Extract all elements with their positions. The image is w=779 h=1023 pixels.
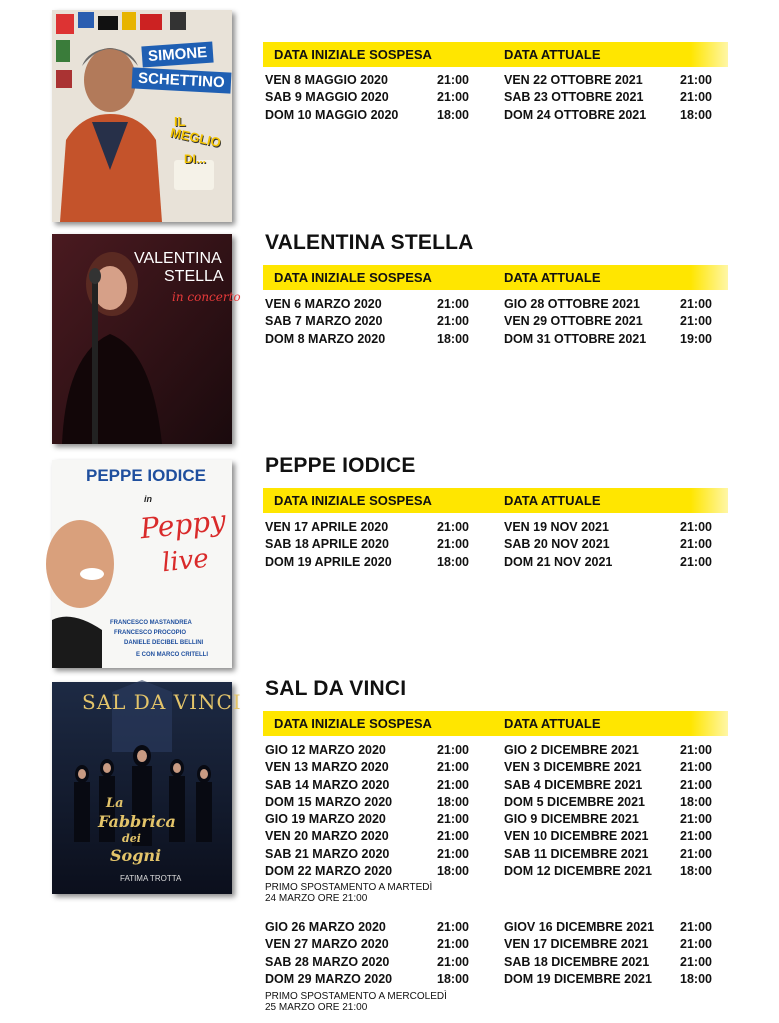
current-date: SAB 20 NOV 2021 [504, 537, 610, 552]
original-date: GIO 12 MARZO 2020 [265, 743, 386, 757]
poster-2-subtitle: in concerto [172, 290, 241, 304]
current-date: VEN 19 NOV 2021 [504, 520, 609, 534]
header-current: DATA ATTUALE [504, 47, 601, 62]
current-date: VEN 3 DICEMBRE 2021 [504, 760, 642, 775]
schedule-row [265, 920, 735, 937]
schedule-row [265, 864, 735, 881]
current-date: DOM 31 OTTOBRE 2021 [504, 331, 647, 346]
schedule-row [265, 332, 735, 349]
poster-3-title: PEPPE IODICE [86, 466, 206, 485]
original-date: DOM 8 MARZO 2020 [265, 331, 386, 346]
current-date: DOM 24 OTTOBRE 2021 [504, 107, 647, 122]
current-date: GIO 9 DICEMBRE 2021 [504, 812, 639, 827]
original-date: DOM 15 MARZO 2020 [265, 794, 393, 809]
current-time: 21:00 [680, 920, 712, 934]
current-time: 21:00 [680, 954, 712, 969]
poster-1-subtitle-line1: IL [174, 114, 186, 129]
schedule-row [265, 760, 735, 777]
schedule-row [265, 829, 735, 846]
current-time: 18:00 [680, 971, 712, 986]
original-time: 21:00 [437, 920, 469, 934]
schedule-row [265, 972, 735, 989]
original-date: SAB 18 APRILE 2020 [265, 537, 389, 552]
schedule-row [265, 743, 735, 760]
note-line: 25 MARZO ORE 21:00 [265, 1002, 368, 1013]
current-time: 21:00 [680, 537, 712, 552]
current-time: 21:00 [680, 90, 712, 105]
schedule-row [265, 108, 735, 125]
poster-1-name-line2: SCHETTINO [132, 67, 232, 93]
original-time: 18:00 [437, 971, 469, 986]
current-time: 21:00 [680, 73, 712, 87]
reschedule-note-1 [265, 882, 505, 904]
schedule-row [265, 520, 735, 537]
current-date: VEN 22 OTTOBRE 2021 [504, 73, 643, 87]
current-time: 21:00 [680, 554, 712, 569]
schedule-row [265, 937, 735, 954]
current-date: SAB 11 DICEMBRE 2021 [504, 846, 649, 861]
header-current: DATA ATTUALE [504, 716, 601, 731]
original-time: 21:00 [437, 73, 469, 87]
poster-3-cast-2: FRANCESCO PROCOPIO [114, 630, 187, 636]
schedule-row [265, 73, 735, 90]
header-original: DATA INIZIALE SOSPESA [274, 270, 432, 285]
poster-1-name-line1: SIMONE [141, 42, 213, 68]
original-date: GIO 19 MARZO 2020 [265, 812, 386, 827]
original-time: 21:00 [437, 829, 469, 844]
current-time: 21:00 [680, 314, 712, 329]
current-date: GIO 28 OTTOBRE 2021 [504, 297, 640, 311]
original-date: DOM 29 MARZO 2020 [265, 971, 393, 986]
header-current: DATA ATTUALE [504, 270, 601, 285]
original-time: 21:00 [437, 90, 469, 105]
original-time: 21:00 [437, 777, 469, 792]
original-time: 18:00 [437, 864, 469, 879]
section-title-valentina-stella: VALENTINA STELLA [265, 231, 474, 254]
schedule-row [265, 314, 735, 331]
poster-4-subtitle-3: dei [122, 832, 141, 845]
original-time: 21:00 [437, 760, 469, 775]
schedule-row [265, 90, 735, 107]
current-date: DOM 5 DICEMBRE 2021 [504, 794, 646, 809]
current-time: 21:00 [680, 760, 712, 775]
header-original: DATA INIZIALE SOSPESA [274, 47, 432, 62]
original-time: 21:00 [437, 743, 469, 757]
note-line: 24 MARZO ORE 21:00 [265, 893, 368, 904]
current-date: SAB 23 OTTOBRE 2021 [504, 90, 644, 105]
header-bar-3 [263, 488, 728, 513]
original-date: VEN 27 MARZO 2020 [265, 937, 389, 952]
schedule-row [265, 847, 735, 864]
original-date: DOM 19 APRILE 2020 [265, 554, 392, 569]
schedule-row [265, 537, 735, 554]
current-time: 21:00 [680, 846, 712, 861]
poster-3-in: in [144, 494, 152, 504]
original-time: 21:00 [437, 297, 469, 311]
current-time: 21:00 [680, 297, 712, 311]
schedule-row [265, 795, 735, 812]
poster-4-subtitle-1: La [106, 796, 124, 811]
header-bar-1 [263, 42, 728, 67]
current-time: 18:00 [680, 107, 712, 122]
current-date: DOM 12 DICEMBRE 2021 [504, 864, 652, 879]
section-title-sal-da-vinci: SAL DA VINCI [265, 677, 407, 700]
current-date: VEN 10 DICEMBRE 2021 [504, 829, 649, 844]
current-date: DOM 19 DICEMBRE 2021 [504, 971, 652, 986]
original-time: 18:00 [437, 331, 469, 346]
note-line: PRIMO SPOSTAMENTO A MERCOLEDÌ [265, 991, 447, 1002]
original-date: DOM 10 MAGGIO 2020 [265, 107, 399, 122]
original-time: 21:00 [437, 537, 469, 552]
original-date: VEN 6 MARZO 2020 [265, 297, 382, 311]
header-original: DATA INIZIALE SOSPESA [274, 493, 432, 508]
current-time: 21:00 [680, 743, 712, 757]
original-time: 21:00 [437, 937, 469, 952]
original-time: 18:00 [437, 107, 469, 122]
poster-4-subtitle-2: Fabbrica [98, 812, 176, 831]
current-time: 21:00 [680, 812, 712, 827]
poster-sal-da-vinci [52, 682, 242, 894]
current-time: 18:00 [680, 864, 712, 879]
original-date: GIO 26 MARZO 2020 [265, 920, 386, 934]
poster-1-subtitle-line2: MEGLIO [169, 124, 223, 151]
current-time: 21:00 [680, 937, 712, 952]
current-time: 21:00 [680, 520, 712, 534]
current-date: VEN 29 OTTOBRE 2021 [504, 314, 643, 329]
original-time: 21:00 [437, 812, 469, 827]
schedule-row [265, 778, 735, 795]
original-date: VEN 20 MARZO 2020 [265, 829, 389, 844]
schedule-rows-1 [265, 73, 735, 125]
poster-3-cast-3: DANIELE DECIBEL BELLINI [124, 640, 204, 646]
original-time: 21:00 [437, 954, 469, 969]
schedule-row [265, 955, 735, 972]
header-original: DATA INIZIALE SOSPESA [274, 716, 432, 731]
original-time: 21:00 [437, 846, 469, 861]
poster-3-script-line2: live [160, 543, 211, 579]
original-time: 18:00 [437, 794, 469, 809]
schedule-rows-4b [265, 920, 735, 989]
original-time: 18:00 [437, 554, 469, 569]
header-current: DATA ATTUALE [504, 493, 601, 508]
poster-4-featuring: FATIMA TROTTA [120, 874, 182, 883]
schedule-rows-4 [265, 743, 735, 881]
current-time: 18:00 [680, 794, 712, 809]
poster-simone-schettino [52, 10, 232, 222]
reschedule-note-2 [265, 991, 505, 1013]
current-date: DOM 21 NOV 2021 [504, 554, 613, 569]
poster-valentina-stella [52, 234, 241, 444]
poster-3-script-line1: Peppy [138, 503, 228, 546]
current-time: 19:00 [680, 331, 712, 346]
original-date: SAB 14 MARZO 2020 [265, 777, 390, 792]
section-title-peppe-iodice: PEPPE IODICE [265, 454, 416, 477]
poster-2-name-line2: STELLA [164, 268, 224, 285]
current-time: 21:00 [680, 777, 712, 792]
poster-4-subtitle-4: Sogni [110, 846, 162, 865]
current-date: VEN 17 DICEMBRE 2021 [504, 937, 649, 952]
poster-3-cast-1: FRANCESCO MASTANDREA [110, 620, 192, 626]
schedule-rows-2 [265, 297, 735, 349]
current-date: SAB 4 DICEMBRE 2021 [504, 777, 643, 792]
current-date: SAB 18 DICEMBRE 2021 [504, 954, 650, 969]
original-time: 21:00 [437, 314, 469, 329]
original-date: VEN 8 MAGGIO 2020 [265, 73, 388, 87]
original-date: SAB 21 MARZO 2020 [265, 846, 390, 861]
poster-peppe-iodice [52, 460, 232, 668]
current-time: 21:00 [680, 829, 712, 844]
original-date: DOM 22 MARZO 2020 [265, 864, 393, 879]
note-line: PRIMO SPOSTAMENTO A MARTEDÌ [265, 882, 433, 893]
poster-2-name-line1: VALENTINA [134, 250, 222, 267]
current-date: GIO 2 DICEMBRE 2021 [504, 743, 639, 757]
original-date: VEN 17 APRILE 2020 [265, 520, 389, 534]
current-date: GIOV 16 DICEMBRE 2021 [504, 920, 655, 934]
schedule-row [265, 297, 735, 314]
original-date: SAB 9 MAGGIO 2020 [265, 90, 389, 105]
header-bar-2 [263, 265, 728, 290]
original-date: SAB 7 MARZO 2020 [265, 314, 383, 329]
original-time: 21:00 [437, 520, 469, 534]
poster-4-title: SAL DA VINCI [82, 690, 242, 714]
poster-1-subtitle-line3: DI... [184, 152, 207, 166]
schedule-row [265, 812, 735, 829]
poster-3-with: E CON MARCO CRITELLI [136, 652, 208, 658]
original-date: VEN 13 MARZO 2020 [265, 760, 389, 775]
schedule-row [265, 555, 735, 572]
header-bar-4 [263, 711, 728, 736]
original-date: SAB 28 MARZO 2020 [265, 954, 390, 969]
schedule-rows-3 [265, 520, 735, 572]
